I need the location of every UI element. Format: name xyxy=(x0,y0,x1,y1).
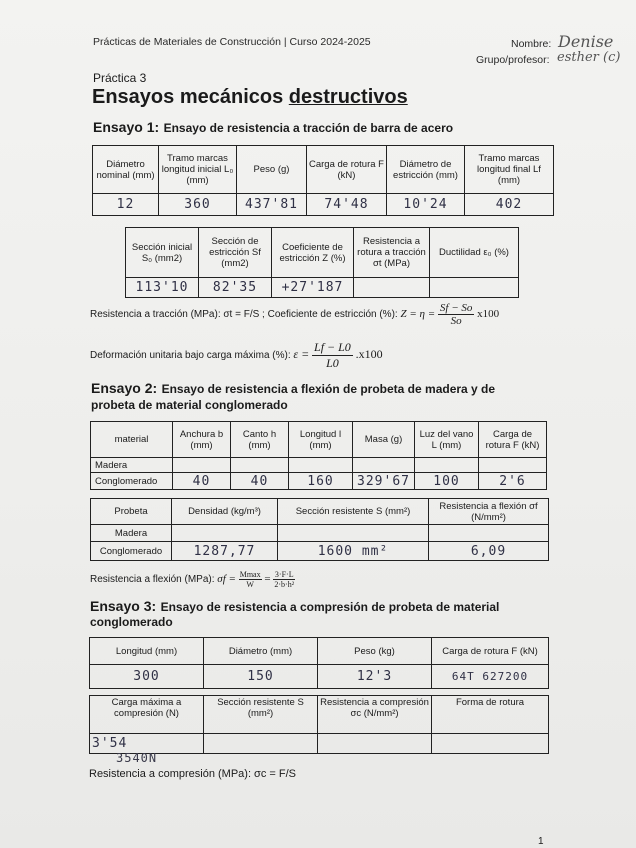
formula-tail: x100 xyxy=(477,308,500,321)
header-cell: Sección de estricción Sf (mm2) xyxy=(199,228,272,278)
value-cell: 1600 mm² xyxy=(278,542,429,561)
fraction-numerator: 3·F·L xyxy=(274,570,294,579)
value-cell: 74'48 xyxy=(307,194,387,216)
header-cell: Sección resistente S (mm²) xyxy=(278,499,429,525)
value-cell: 12'3 xyxy=(318,665,432,689)
header-cell: Longitud (mm) xyxy=(90,638,204,665)
fraction-numerator: Lf − L0 xyxy=(314,340,351,354)
value-cell: 150 xyxy=(204,665,318,689)
formula-text: Resistencia a tracción (MPa): σt = F/S ; Coeficiente de estricción (%): xyxy=(90,309,398,321)
header-cell: Resistencia a compresión σc (N/mm²) xyxy=(318,696,432,734)
value-cell: 3'54 xyxy=(90,734,204,754)
ensayo2-heading xyxy=(91,380,495,398)
ensayo2-title-line2: probeta de material conglomerado xyxy=(91,398,288,412)
value-cell: 160 xyxy=(289,473,353,490)
formula-text: Deformación unitaria bajo carga máxima (%): xyxy=(90,350,291,362)
value-cell: 40 xyxy=(173,473,231,490)
name-label: Nombre: xyxy=(511,38,552,50)
header-cell: material xyxy=(91,422,173,458)
header-cell: Tramo marcas longitud final Lf (mm) xyxy=(465,146,554,194)
ensayo1-table2 xyxy=(125,227,519,298)
value-cell: 113'10 xyxy=(126,278,199,298)
ensayo1-title: Ensayo de resistencia a tracción de barra de acero xyxy=(163,121,454,135)
value-cell xyxy=(172,525,278,542)
practice-label: Práctica 3 xyxy=(93,71,147,85)
page-title xyxy=(92,86,408,109)
value-cell: 437'81 xyxy=(237,194,307,216)
row-label: Madera xyxy=(91,458,173,473)
handwritten-note: 3540N xyxy=(116,751,158,765)
header-cell: Luz del vano L (mm) xyxy=(415,422,479,458)
value-cell: 100 xyxy=(415,473,479,490)
fraction-numerator: Mmax xyxy=(239,570,261,579)
value-cell xyxy=(231,458,289,473)
value-cell xyxy=(278,525,429,542)
formula-flexion xyxy=(90,570,295,589)
value-cell: 6,09 xyxy=(429,542,549,561)
value-cell xyxy=(430,278,519,298)
formula-deformacion xyxy=(90,340,383,371)
value-cell xyxy=(429,525,549,542)
header-cell: Forma de rotura xyxy=(432,696,549,734)
value-cell xyxy=(318,734,432,754)
row-label: Conglomerado xyxy=(91,542,172,561)
ensayo3-table2 xyxy=(89,695,549,754)
ensayo2-num: Ensayo 2: xyxy=(91,380,158,396)
value-cell: 329'67 xyxy=(353,473,415,490)
page-number: 1 xyxy=(538,836,544,847)
fraction-denominator: So xyxy=(450,315,462,327)
header-cell: Densidad (kg/m³) xyxy=(172,499,278,525)
formula-sym: σf = xyxy=(217,573,236,586)
ensayo2-table2 xyxy=(90,498,549,561)
header-cell: Ductilidad ε₀ (%) xyxy=(430,228,519,278)
title-part2: destructivos xyxy=(288,86,408,108)
header-cell: Resistencia a rotura a tracción σt (MPa) xyxy=(354,228,430,278)
title-part1: Ensayos mecánicos xyxy=(92,86,284,108)
value-cell: +27'187 xyxy=(272,278,354,298)
header-cell: Diámetro (mm) xyxy=(204,638,318,665)
row-label: Conglomerado xyxy=(91,473,173,490)
value-cell: 64T 627200 xyxy=(432,665,549,689)
header-cell: Resistencia a flexión σf (N/mm²) xyxy=(429,499,549,525)
header-cell: Peso (kg) xyxy=(318,638,432,665)
value-cell: 40 xyxy=(231,473,289,490)
fraction-denominator: 2·b·h² xyxy=(274,580,295,589)
formula-eq: = xyxy=(264,573,271,586)
header-cell: Sección resistente S (mm²) xyxy=(204,696,318,734)
header-cell: Peso (g) xyxy=(237,146,307,194)
ensayo3-title-line2: conglomerado xyxy=(90,615,173,629)
group-value: esther (c) xyxy=(557,50,621,65)
header-cell: Canto h (mm) xyxy=(231,422,289,458)
fraction-numerator: Sf − So xyxy=(439,302,473,314)
value-cell: 360 xyxy=(159,194,237,216)
formula-tail: .x100 xyxy=(355,347,383,362)
ensayo3-table1 xyxy=(89,637,549,689)
fraction-denominator: L0 xyxy=(326,356,339,370)
value-cell xyxy=(204,734,318,754)
fraction xyxy=(239,570,262,589)
value-cell xyxy=(353,458,415,473)
ensayo3-num: Ensayo 3: xyxy=(90,598,157,614)
value-cell xyxy=(354,278,430,298)
formula-compresion: Resistencia a compresión (MPa): σc = F/S xyxy=(89,768,296,780)
header-cell: Probeta xyxy=(91,499,172,525)
value-cell: 82'35 xyxy=(199,278,272,298)
formula-text: Resistencia a flexión (MPa): xyxy=(90,574,215,586)
ensayo1-table1 xyxy=(92,145,554,216)
name-value: Denise xyxy=(558,32,614,51)
header-cell: Longitud l (mm) xyxy=(289,422,353,458)
value-cell: 402 xyxy=(465,194,554,216)
value-cell: 2'6 xyxy=(479,473,547,490)
formula-traccion xyxy=(90,302,499,327)
header-cell: Carga máxima a compresión (N) xyxy=(90,696,204,734)
ensayo2-table1 xyxy=(90,421,547,490)
value-cell: 1287,77 xyxy=(172,542,278,561)
header-cell: Carga de rotura F (kN) xyxy=(307,146,387,194)
header-cell: Carga de rotura F (kN) xyxy=(479,422,547,458)
fraction xyxy=(273,570,295,589)
header-cell: Tramo marcas longitud inicial L₀ (mm) xyxy=(159,146,237,194)
value-cell: 10'24 xyxy=(387,194,465,216)
value-cell xyxy=(415,458,479,473)
ensayo1-heading xyxy=(93,119,453,137)
value-cell: 300 xyxy=(90,665,204,689)
header-cell: Sección inicial S₀ (mm2) xyxy=(126,228,199,278)
fraction-denominator: W xyxy=(246,580,254,589)
header-cell: Coeficiente de estricción Z (%) xyxy=(272,228,354,278)
fraction xyxy=(312,340,353,371)
fraction xyxy=(438,302,474,327)
header-cell: Carga de rotura F (kN) xyxy=(432,638,549,665)
course-header: Prácticas de Materiales de Construcción | Curso 2024-2025 xyxy=(93,36,371,48)
header-cell: Masa (g) xyxy=(353,422,415,458)
header-cell: Diámetro nominal (mm) xyxy=(93,146,159,194)
value-cell xyxy=(173,458,231,473)
value-cell xyxy=(432,734,549,754)
ensayo3-heading xyxy=(90,598,499,616)
ensayo2-title: Ensayo de resistencia a flexión de probeta de madera y de xyxy=(161,382,496,396)
value-cell xyxy=(479,458,547,473)
formula-math: Z = η = xyxy=(400,308,436,321)
header-cell: Diámetro de estricción (mm) xyxy=(387,146,465,194)
value-cell xyxy=(289,458,353,473)
row-label: Madera xyxy=(91,525,172,542)
ensayo3-title: Ensayo de resistencia a compresión de probeta de material xyxy=(160,600,500,614)
formula-math: ε = xyxy=(293,347,310,362)
group-label: Grupo/profesor: xyxy=(476,54,550,66)
header-cell: Anchura b (mm) xyxy=(173,422,231,458)
value-cell: 12 xyxy=(93,194,159,216)
ensayo1-num: Ensayo 1: xyxy=(93,119,160,135)
